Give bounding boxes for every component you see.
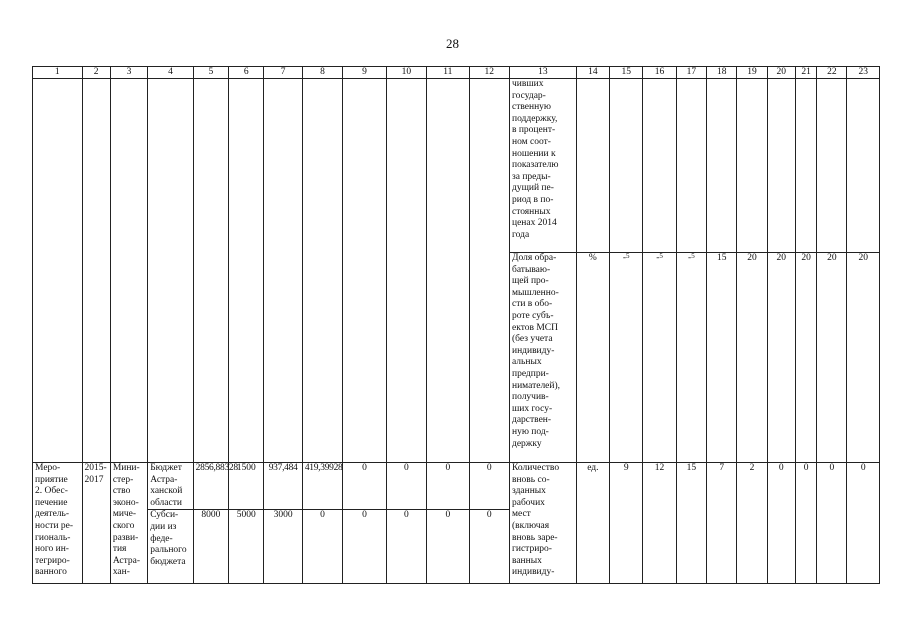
cell-empty (707, 79, 737, 253)
page-number: 28 (446, 36, 459, 51)
budget-c11: 0 (427, 510, 469, 584)
cell-empty (33, 79, 83, 463)
header-col-6: 6 (229, 67, 264, 79)
cell-empty (817, 79, 847, 253)
header-col-18: 18 (707, 67, 737, 79)
indicator-text: Количество вновь со- зданных рабочих мест (включая вновь заре- гистриро- ванных индивиду- (509, 463, 576, 584)
budget-2015: 5000 (229, 510, 264, 584)
table-row (33, 79, 880, 253)
period-cell: 2015- 2017 (82, 463, 110, 584)
header-col-15: 15 (610, 67, 643, 79)
cell-empty (795, 79, 816, 253)
header-col-13: 13 (509, 67, 576, 79)
value-cell-15: -$^5$ (610, 253, 643, 463)
header-col-5: 5 (193, 67, 228, 79)
value-cell-21: 0 (795, 463, 816, 584)
value-cell-20: 20 (767, 253, 795, 463)
cell-empty (193, 79, 228, 463)
executor-cell: Мини- стер- ство эконо- миче- ского разви- тия Астра- хан- (110, 463, 147, 584)
cell-empty (610, 79, 643, 253)
unit-cell: ед. (576, 463, 609, 584)
value-cell-18: 7 (707, 463, 737, 584)
funding-source: Субси- дии из феде- рального бюджета (148, 510, 193, 584)
value-cell-21: 20 (795, 253, 816, 463)
measure-name: Меро- приятие 2. Обес- печение деятель- ности ре- гиональ- ного ин- тегриро- ванного (33, 463, 83, 584)
cell-empty (82, 79, 110, 463)
header-col-16: 16 (643, 67, 676, 79)
cell-empty (110, 79, 147, 463)
value-cell-19: 20 (737, 253, 767, 463)
header-col-3: 3 (110, 67, 147, 79)
cell-empty (847, 79, 880, 253)
value-cell-16: -$^5$ (643, 253, 676, 463)
budget-total: 2856,88328 (193, 463, 228, 510)
cell-empty (148, 79, 193, 463)
header-col-2: 2 (82, 67, 110, 79)
budget-c9: 0 (343, 510, 386, 584)
header-col-4: 4 (148, 67, 193, 79)
header-col-19: 19 (737, 67, 767, 79)
value-cell-17: -$^5$ (676, 253, 706, 463)
header-col-10: 10 (386, 67, 426, 79)
value-cell-22: 0 (817, 463, 847, 584)
budget-c12: 0 (469, 510, 509, 584)
cell-empty (676, 79, 706, 253)
value-cell-16: 12 (643, 463, 676, 584)
value-cell-18: 15 (707, 253, 737, 463)
header-col-21: 21 (795, 67, 816, 79)
header-col-17: 17 (676, 67, 706, 79)
value-cell-15: 9 (610, 463, 643, 584)
budget-2016: 937,484 (264, 463, 302, 510)
cell-empty (264, 79, 302, 463)
budget-c10: 0 (386, 463, 426, 510)
cell-empty (386, 79, 426, 463)
header-col-20: 20 (767, 67, 795, 79)
value-cell-23: 20 (847, 253, 880, 463)
value-cell-22: 20 (817, 253, 847, 463)
indicator-text: Доля обра- батываю- щей про- мышленно- сти в обо- роте субъ- ектов МСП (без учета индивиду- альных предпри- нимателей), получив- ших госу- дарствен- ную под- держку (509, 253, 576, 463)
value-cell-19: 2 (737, 463, 767, 584)
cell-empty (767, 79, 795, 253)
budget-c12: 0 (469, 463, 509, 510)
cell-empty (737, 79, 767, 253)
header-col-9: 9 (343, 67, 386, 79)
cell-empty (643, 79, 676, 253)
header-col-23: 23 (847, 67, 880, 79)
header-col-12: 12 (469, 67, 509, 79)
cell-empty (427, 79, 469, 463)
budget-2016: 3000 (264, 510, 302, 584)
budget-2015: 1500 (229, 463, 264, 510)
budget-c10: 0 (386, 510, 426, 584)
funding-source: Бюджет Астра- ханской области (148, 463, 193, 510)
header-row (33, 67, 880, 79)
header-col-7: 7 (264, 67, 302, 79)
program-table (32, 66, 880, 584)
header-col-1: 1 (33, 67, 83, 79)
header-col-8: 8 (302, 67, 342, 79)
value-cell-17: 15 (676, 463, 706, 584)
table-row (33, 463, 880, 510)
budget-2017: 0 (302, 510, 342, 584)
budget-2017: 419,39928 (302, 463, 342, 510)
budget-total: 8000 (193, 510, 228, 584)
cell-empty (343, 79, 386, 463)
cell-empty (576, 79, 609, 253)
cell-empty (302, 79, 342, 463)
header-col-14: 14 (576, 67, 609, 79)
unit-cell: % (576, 253, 609, 463)
value-cell-20: 0 (767, 463, 795, 584)
header-col-22: 22 (817, 67, 847, 79)
header-col-11: 11 (427, 67, 469, 79)
cell-empty (469, 79, 509, 463)
indicator-text: чивших государ- ственную поддержку, в процент- ном соот- ношении к показателю за преды- дущий пе- риод в по- стоянных ценах 2014 года (509, 79, 576, 253)
budget-c9: 0 (343, 463, 386, 510)
cell-empty (229, 79, 264, 463)
budget-c11: 0 (427, 463, 469, 510)
value-cell-23: 0 (847, 463, 880, 584)
